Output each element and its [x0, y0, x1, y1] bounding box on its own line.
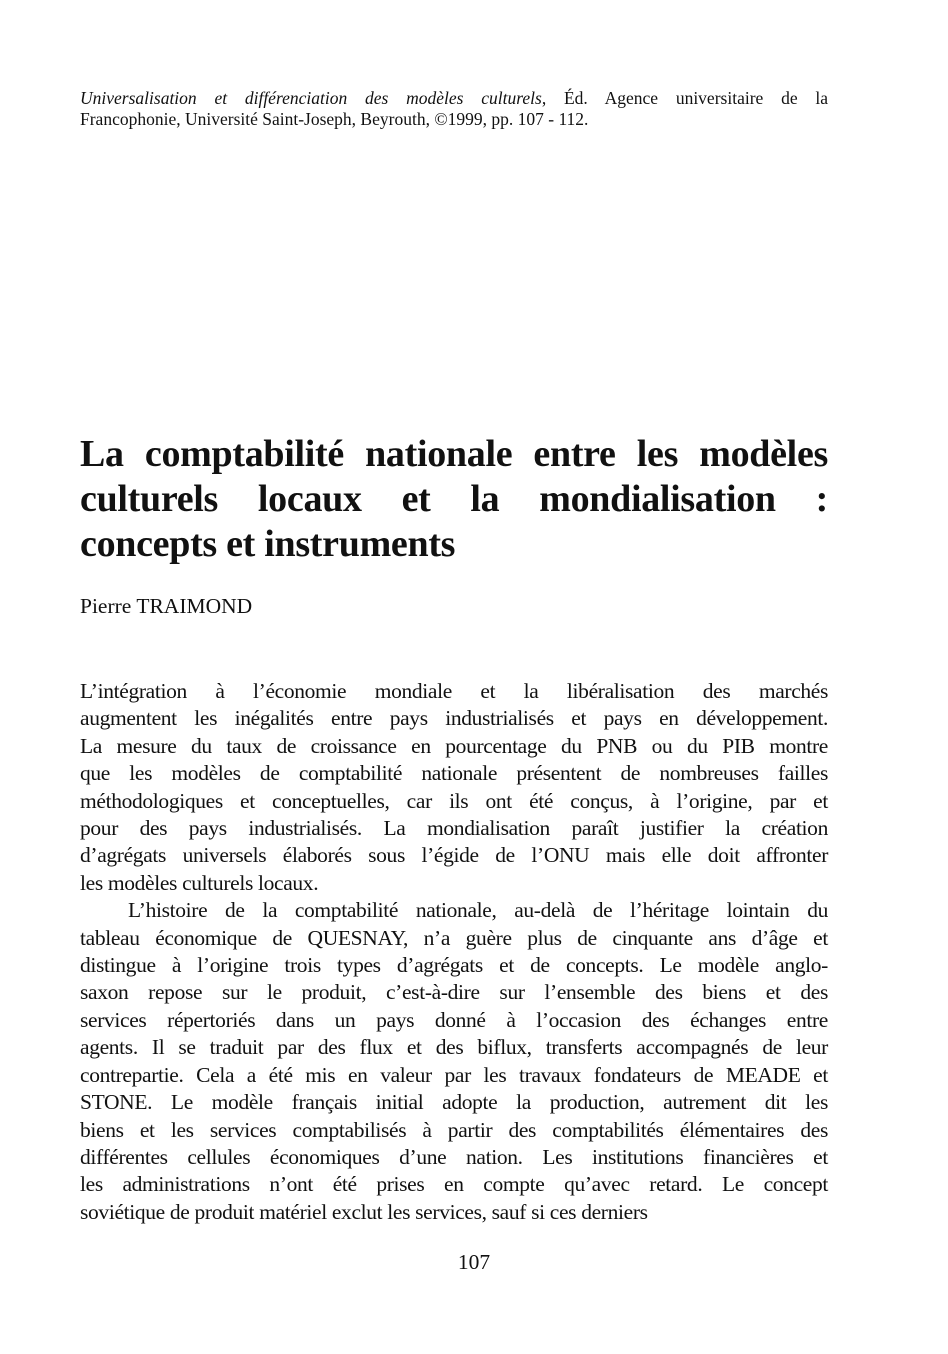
author-name: Pierre TRAIMOND [80, 594, 253, 618]
citation-header [80, 88, 828, 130]
text-line: d’agrégats universels élaborés sous l’égide de l’ONU mais elle doit affronter [80, 843, 828, 868]
text-line: les modèles culturels locaux. [80, 870, 319, 895]
text-line: saxon repose sur le produit, c’est-à-dire sur l’ensemble des biens et des [80, 980, 828, 1005]
citation-line-1 [80, 88, 828, 109]
text-line: soviétique de produit matériel exclut les services, sauf si ces derniers [80, 1199, 648, 1224]
article-title [80, 432, 828, 567]
text-line: L’histoire de la comptabilité nationale, au-delà de l’héritage lointain du [128, 898, 828, 923]
page-number: 107 [457, 1250, 491, 1274]
paragraph [80, 897, 828, 1226]
text-line: distingue à l’origine trois types d’agrégats et de concepts. Le modèle anglo- [80, 953, 828, 978]
book-title: Universalisation et différenciation des modèles culturels [80, 88, 542, 108]
text-line: augmentent les inégalités entre pays industrialisés et pays en développement. [80, 706, 828, 731]
text-line: tableau économique de QUESNAY, n’a guère plus de cinquante ans d’âge et [80, 925, 828, 950]
text-line: biens et les services comptabilisés à partir des comptabilités élémentaires des [80, 1117, 828, 1142]
title-line: culturels locaux et la mondialisation : [80, 478, 828, 520]
citation-text: Francophonie, Université Saint-Joseph, Beyrouth, ©1999, pp. 107 - 112. [80, 109, 589, 129]
text-line: que les modèles de comptabilité nationale présentent de nombreuses failles [80, 761, 828, 786]
text-line: STONE. Le modèle français initial adopte la production, autrement dit les [80, 1090, 828, 1115]
citation-text: , Éd. Agence universitaire de la [541, 88, 828, 108]
text-line: services répertoriés dans un pays donné à l’occasion des échanges entre [80, 1007, 828, 1032]
title-line: La comptabilité nationale entre les modèles [80, 433, 828, 475]
text-line: les administrations n’ont été prises en compte qu’avec retard. Le concept [80, 1172, 828, 1197]
text-line: L’intégration à l’économie mondiale et la libéralisation des marchés [80, 679, 828, 703]
text-line: La mesure du taux de croissance en pourcentage du PNB ou du PIB montre [80, 733, 828, 758]
text-line: méthodologiques et conceptuelles, car ils ont été conçus, à l’origine, par et [80, 788, 828, 813]
text-line: pour des pays industrialisés. La mondialisation paraît justifier la création [80, 816, 828, 841]
paragraph [80, 678, 828, 897]
citation-line-2 [80, 109, 828, 130]
article-body [80, 678, 828, 1226]
text-line: contrepartie. Cela a été mis en valeur par les travaux fondateurs de MEADE et [80, 1062, 828, 1087]
text-line: différentes cellules économiques d’une nation. Les institutions financières et [80, 1144, 828, 1169]
text-line: agents. Il se traduit par des flux et des biflux, transferts accompagnés de leur [80, 1035, 828, 1060]
title-line: concepts et instruments [80, 523, 456, 565]
